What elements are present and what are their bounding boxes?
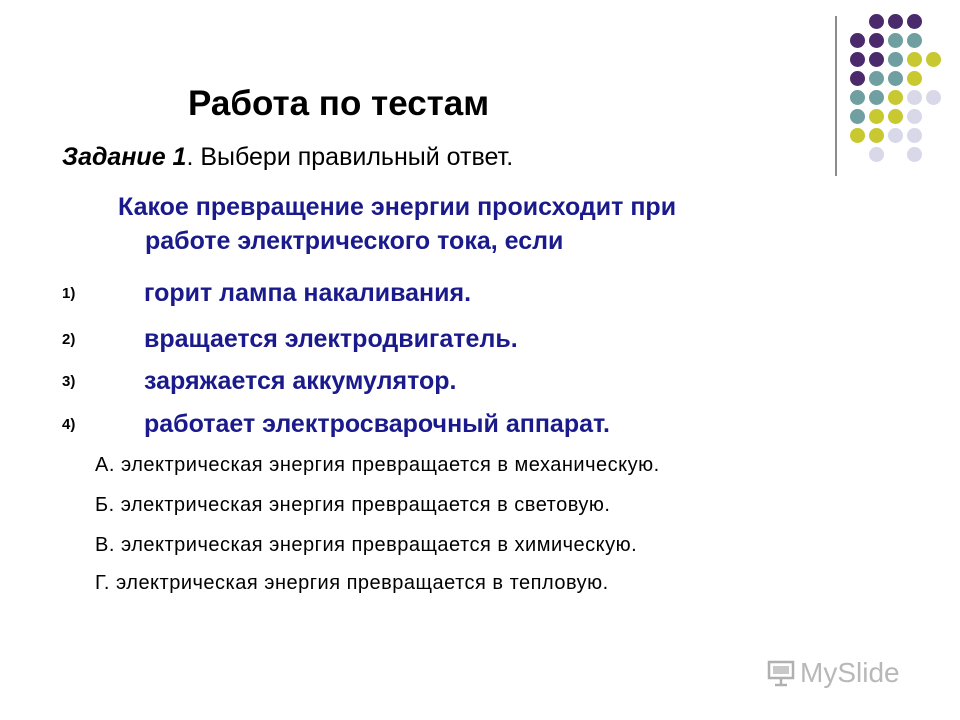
decorative-dot: [888, 33, 903, 48]
decorative-dot: [869, 128, 884, 143]
decorative-dot: [869, 14, 884, 29]
answer-c: В. электрическая энергия превращается в химическую.: [95, 534, 638, 556]
decorative-dot: [926, 52, 941, 67]
decorative-dot: [926, 90, 941, 105]
option-text: вращается электродвигатель.: [144, 324, 518, 353]
option-number: 3): [62, 372, 76, 390]
decorative-dot: [888, 128, 903, 143]
decorative-dot: [869, 33, 884, 48]
decorative-dot: [888, 14, 903, 29]
option-item-3: [62, 366, 457, 396]
answer-b: Б. электрическая энергия превращается в световую.: [95, 494, 611, 516]
decorative-dot: [869, 52, 884, 67]
watermark-text: MySlide: [800, 657, 900, 688]
decorative-dot: [907, 109, 922, 124]
decorative-dot: [869, 71, 884, 86]
option-number: 1): [62, 284, 76, 302]
option-text: горит лампа накаливания.: [144, 278, 472, 307]
watermark-logo: [762, 655, 932, 695]
option-item-2: [62, 324, 518, 354]
decorative-dot: [907, 33, 922, 48]
option-text: заряжается аккумулятор.: [144, 366, 457, 395]
decorative-dot: [850, 109, 865, 124]
decorative-dot: [888, 52, 903, 67]
decorative-dot: [850, 52, 865, 67]
question-text: [118, 190, 818, 258]
decorative-dot: [907, 52, 922, 67]
question-line-1: Какое превращение энергии происходит при: [118, 193, 677, 221]
option-number: 2): [62, 330, 76, 348]
decorative-dot: [907, 128, 922, 143]
decorative-dot: [907, 147, 922, 162]
presentation-icon: [767, 659, 795, 687]
decorative-divider-line: [835, 16, 837, 176]
decorative-dot: [850, 33, 865, 48]
decorative-dot: [907, 14, 922, 29]
question-line-2: работе электрического тока, если: [145, 227, 564, 255]
answer-d: Г. электрическая энергия превращается в тепловую.: [95, 572, 609, 594]
decorative-dot: [869, 90, 884, 105]
decorative-dot: [869, 147, 884, 162]
slide-title: Работа по тестам: [188, 84, 490, 123]
option-item-1: [62, 278, 471, 308]
decorative-dot-grid: [850, 14, 950, 154]
option-number: 4): [62, 415, 76, 433]
decorative-dot: [907, 90, 922, 105]
decorative-dot: [850, 90, 865, 105]
task-heading: [62, 143, 513, 172]
decorative-dot: [888, 109, 903, 124]
decorative-dot: [888, 71, 903, 86]
option-item-4: [62, 409, 610, 439]
option-text: работает электросварочный аппарат.: [144, 409, 611, 438]
decorative-dot: [869, 109, 884, 124]
decorative-dot: [850, 71, 865, 86]
decorative-dot: [907, 71, 922, 86]
decorative-dot: [888, 90, 903, 105]
answer-a: А. электрическая энергия превращается в механическую.: [95, 454, 660, 476]
task-text: . Выбери правильный ответ.: [186, 143, 514, 171]
task-label: Задание 1: [62, 143, 187, 171]
decorative-dot: [850, 128, 865, 143]
